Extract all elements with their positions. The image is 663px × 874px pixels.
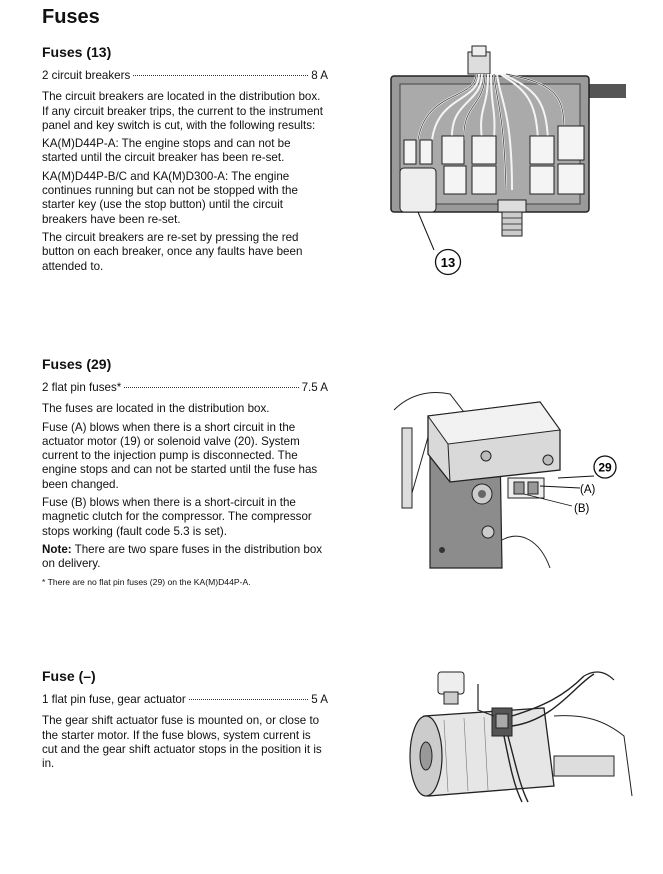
paragraph: Fuse (B) blows when there is a short-circuit in the magnetic clutch for the compressor. The compressor stops working (fault code 5.3 is set). [42,496,312,538]
spec-value: 5 A [311,693,328,706]
bracket-bolt-center [478,490,486,498]
section-heading: Fuse (–) [42,668,96,684]
label-a: (A) [580,484,596,496]
label-b: (B) [574,503,590,515]
spec-value: 7.5 A [301,381,328,394]
fuse-29-illustration [390,390,630,580]
cable [586,84,626,98]
spec-line [42,381,328,395]
plug-connector-body [444,692,458,704]
cable-gland [498,200,526,212]
bracket-hole [439,547,445,553]
leader-line [418,212,434,250]
paragraph: The circuit breakers are re-set by pressing the red button on each breaker, once any faults have been attended to. [42,230,303,273]
spec-line [42,693,328,707]
leader-dots [189,699,309,700]
leader-29 [558,476,594,478]
note-label: Note: [42,542,72,556]
paragraph: The circuit breakers are located in the distribution box. If any circuit breaker trips, the current to the instrument panel and key switch is cut, with the following results: [42,90,323,132]
section-fuses-29 [42,356,328,588]
spec-label: 2 circuit breakers [42,69,131,82]
leader-b [524,494,572,506]
paragraph: The gear shift actuator fuse is mounted on, or close to the starter motor. If the fuse blows, system current is cut and the gear shift actuator stops in the position it is in. [42,714,322,771]
page-title: Fuses [42,6,100,28]
paragraph: KA(M)D44P-B/C and KA(M)D300-A: The engine continues running but can not be stopped with the starter key (use the stop button) until the circuit breakers have been re-set. [42,169,298,226]
spec-label: 1 flat pin fuse, gear actuator [42,693,186,706]
engine-part [554,756,614,776]
fuse-holder [508,478,544,498]
section-heading: Fuses (29) [42,356,112,372]
footnote: * There are no flat pin fuses (29) on the KA(M)D44P-A. [42,576,251,587]
note-text: There are two spare fuses in the distribution box on delivery. [42,542,323,571]
gear-actuator-fuse [496,714,508,728]
paragraph: The fuses are located in the distribution box. [42,402,270,416]
fuse-b [514,482,524,494]
callout-13: 13 [440,255,456,270]
bracket-bolt-lower [482,526,494,538]
leader-dots [133,75,308,76]
paragraph: KA(M)D44P-A: The engine stops and can not be started until the circuit breaker has been re-set. [42,137,291,165]
spec-line [42,69,328,83]
leader-dots [124,387,298,388]
leader-a [540,486,580,488]
top-connector-tab [472,46,486,56]
plug-connector [438,672,464,694]
box-screw [543,455,553,465]
engine-pipe [402,428,412,508]
paragraph: Fuse (A) blows when there is a short circuit in the actuator motor (19) or solenoid valve (20). System current to the injection pump is disconnected. The engine stops and can not be started until the fuse has been changed. [42,420,318,491]
engine-part [502,536,550,568]
spec-value: 8 A [311,69,328,82]
starter-motor [424,708,554,796]
note [42,543,328,572]
callout-29: 29 [598,460,612,475]
section-heading: Fuses (13) [42,44,112,60]
fuse-a [528,482,538,494]
section-fuses-13 [42,44,328,278]
section-fuse-gear-actuator [42,668,328,775]
gear-actuator-fuse-illustration [404,656,636,806]
spec-label: 2 flat pin fuses* [42,381,122,394]
box-screw [481,451,491,461]
distribution-box-illustration [386,40,628,280]
starter-motor-shaft [420,742,432,770]
circuit-breaker [400,168,436,212]
